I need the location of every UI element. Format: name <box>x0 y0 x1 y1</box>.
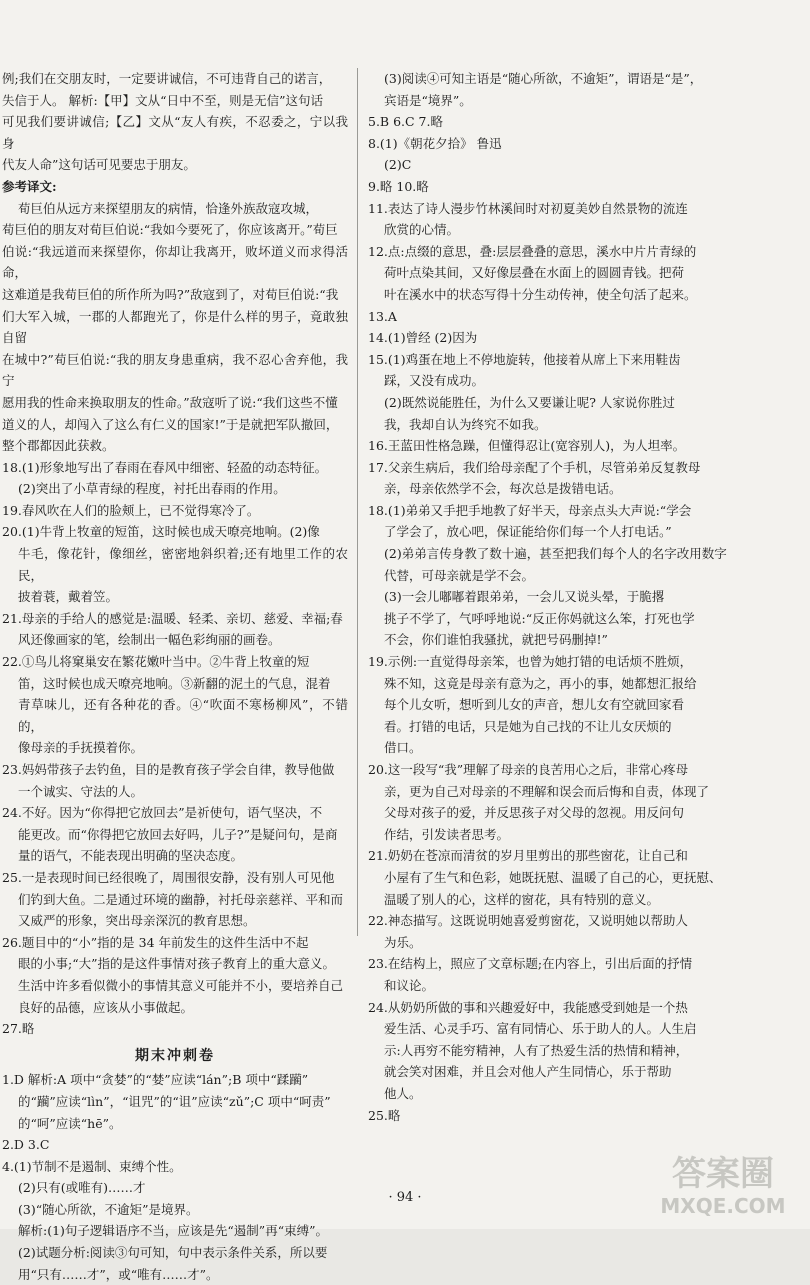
answer-line: 在城中?”荀巨伯说:“我的朋友身患重病，我不忍心舍弃他，我宁 <box>2 351 348 389</box>
answer-line: 9.略 10.略 <box>368 178 429 194</box>
answer-line: 生活中许多看似微小的事情其意义可能并不小，要培养自己 <box>18 977 344 993</box>
answer-line: 1.D 解析:A 项中“贪婪”的“婪”应读“lán”;B 项中“蹂躏” <box>2 1072 309 1088</box>
answer-line: 殊不知，这竟是母亲有意为之，再小的事，她都想汇报给 <box>384 675 697 691</box>
answer-line: 可见我们要讲诚信;【乙】文从“友人有疾，不忍委之，宁以我身 <box>2 114 348 151</box>
answer-line: (2)弟弟言传身教了数十遍，甚至把我们每个人的名字改用数字 <box>384 546 727 562</box>
answer-line: 解析:(1)句子逻辑语序不当，应该是先“遏制”再“束缚”。 <box>18 1223 328 1239</box>
answer-line: 和议论。 <box>384 977 435 993</box>
answer-line: 风还像画家的笔，绘制出一幅色彩绚丽的画卷。 <box>18 632 281 648</box>
answer-line: 父母对孩子的爱，并反思孩子对父母的忽视。用反问句 <box>384 805 685 821</box>
answer-line: 不会，你们谁怕我骚扰，就把号码删掉!” <box>384 632 608 648</box>
answer-line: 示:人再穷不能穷精神，人有了热爱生活的热情和精神， <box>384 1042 689 1058</box>
answer-line: 23.妈妈带孩子去钓鱼，目的是教育孩子学会自律，教导他做 <box>2 762 335 777</box>
answer-line: 挑子不学了，气呼呼地说:“反正你妈就这么笨，打死也学 <box>384 610 695 626</box>
answer-line: 17.父亲生病后，我们给母亲配了个手机，尽管弟弟反复教母 <box>368 459 701 475</box>
answer-line: 23.在结构上，照应了文章标题;在内容上，引出后面的抒情 <box>368 956 693 972</box>
watermark-line2: MXQE.COM <box>660 1194 786 1218</box>
answer-line: 21.母亲的手给人的感觉是:温暖、轻柔、亲切、慈爱、幸福;春 <box>2 610 343 626</box>
answer-line: 眼的小事;“大”指的是这件事情对孩子教育上的重大意义。 <box>18 956 335 972</box>
answer-line: (2)试题分析:阅读③句可知，句中表示条件关系，所以要 <box>18 1245 328 1261</box>
answer-line: 12.点:点缀的意思，叠:层层叠叠的意思，溪水中片片青绿的 <box>368 243 697 259</box>
left-answers-bottom <box>2 1069 348 1285</box>
answer-line: (3)“随心所欲，不逾矩”是境界。 <box>18 1201 199 1217</box>
answer-line: 18.(1)弟弟又手把手地教了好半天，母亲点头大声说:“学会 <box>368 502 692 518</box>
answer-line: (3)一会儿嘟嘟着跟弟弟，一会儿又说头晕，于脆撂 <box>384 589 665 605</box>
answer-line: 19.春风吹在人们的脸颊上，已不觉得寒冷了。 <box>2 502 260 518</box>
answer-line: 他人。 <box>384 1085 422 1101</box>
answer-line: 用“只有……才”，或“唯有……才”。 <box>18 1266 219 1282</box>
answer-line: 叶在溪水中的状态写得十分生动传神，使全句活了起来。 <box>384 286 697 302</box>
left-column <box>2 68 348 1285</box>
answer-line: 20.这一段写“我”理解了母亲的良苦用心之后，非常心疼母 <box>368 762 689 777</box>
left-answers-top <box>2 68 348 1040</box>
answer-line: 22.神态描写。这既说明她喜爱剪窗花，又说明她以帮助人 <box>368 913 688 929</box>
answer-line: 21.奶奶在苍凉而清贫的岁月里剪出的那些窗花，让自己和 <box>368 848 688 864</box>
answer-line: 整个郡都因此获救。 <box>2 438 115 454</box>
answer-line: 15.(1)鸡蛋在地上不停地旋转，他接着从席上下来用鞋齿 <box>368 351 681 367</box>
answer-line: 4.(1)节制不是遏制、束缚个性。 <box>2 1158 182 1174</box>
answer-line: 25.略 <box>368 1107 401 1123</box>
answer-line: 24.不好。因为“你得把它放回去”是祈使句，语气坚决，不 <box>2 805 323 821</box>
answer-line: 22.①鸟儿将窠巢安在繁花嫩叶当中。②牛背上牧童的短 <box>2 654 310 670</box>
answer-line: 例;我们在交朋友时，一定要讲诚信，不可违背自己的诺言， <box>2 71 332 86</box>
answer-line: 就会笑对困难，并且会对他人产生同情心，乐于帮助 <box>384 1064 672 1080</box>
answer-line: 笛，这时候也成天嘹亮地响。③新翻的泥土的气息，混着 <box>18 675 331 691</box>
answer-line: 作结，引发读者思考。 <box>384 826 510 842</box>
answer-line: (2)突出了小草青绿的程度，衬托出春雨的作用。 <box>18 481 286 497</box>
answer-line: 温暖了别人的心，这样的窗花，具有特别的意义。 <box>384 891 660 907</box>
answer-line: 参考译文: <box>2 178 57 194</box>
answer-line: 16.王蓝田性格急躁，但懂得忍让(宽容别人)，为人坦率。 <box>368 438 686 454</box>
answer-line: (3)阅读④可知主语是“随心所欲，不逾矩”，谓语是“是”， <box>384 71 703 86</box>
answer-line: 像母亲的手抚摸着你。 <box>18 740 144 756</box>
answer-line: (2)C <box>384 157 412 173</box>
answer-line: 们钓到大鱼。二是通过环境的幽静，衬托母亲慈祥、平和而 <box>18 891 344 907</box>
section-title: 期末冲刺卷 <box>135 1047 215 1064</box>
answer-line: (2)既然说能胜任，为什么又要谦让呢? 人家说你胜过 <box>384 394 675 410</box>
answer-line: 荀巨伯从远方来探望朋友的病情，恰逢外族敌寇攻城， <box>18 200 319 216</box>
right-answers <box>368 68 780 1126</box>
answer-line: 宾语是“境界”。 <box>384 92 472 108</box>
answer-line: 青草味儿，还有各种花的香。④“吹面不寒杨柳风”，不错的， <box>18 697 348 734</box>
answer-line: 能更改。而“你得把它放回去好吗，儿子?”是疑问句，是商 <box>18 826 338 842</box>
answer-line: 量的语气，不能表现出明确的坚决态度。 <box>18 848 244 864</box>
answer-line: 一个诚实、守法的人。 <box>18 783 144 799</box>
answer-line: 们大军入城，一郡的人都跑光了，你是什么样的男子，竟敢独自留 <box>2 308 348 346</box>
answer-line: 亲，母亲依然学不会，每次总是拨错电话。 <box>384 481 622 497</box>
answer-line: 11.表达了诗人漫步竹林溪间时对初夏美妙自然景物的流连 <box>368 200 688 216</box>
answer-line: 荷叶点染其间，又好像层叠在水面上的圆圆青钱。把荷 <box>384 265 685 281</box>
right-column <box>368 68 780 1126</box>
answer-line: 14.(1)曾经 (2)因为 <box>368 330 478 346</box>
answer-line: 爱生活、心灵手巧、富有同情心、乐于助人的人。人生启 <box>384 1021 697 1037</box>
answer-line: 良好的品德，应该从小事做起。 <box>18 999 194 1015</box>
answer-line: 又威严的形象，突出母亲深沉的教育思想。 <box>18 913 256 929</box>
answer-line: 的“躏”应读“lìn”，“诅咒”的“诅”应读“zǔ”;C 项中“呵责” <box>18 1093 331 1109</box>
answer-line: 为乐。 <box>384 934 422 950</box>
answer-line: 27.略 <box>2 1021 35 1037</box>
answer-line: (2)只有(或唯有)……才 <box>18 1180 146 1196</box>
column-divider <box>357 68 358 936</box>
answer-line: 代友人命”这句话可见要忠于朋友。 <box>2 157 196 173</box>
watermark-line1: 答案圈 <box>672 1154 774 1194</box>
answer-line: 看。打错的电话，只是她为自己找的不让儿女厌烦的 <box>384 718 672 734</box>
answer-line: 小屋有了生气和色彩，她既抚慰、温暖了自己的心，更抚慰、 <box>384 869 722 885</box>
answer-line: 愿用我的性命来换取朋友的性命。”敌寇听了说:“我们这些不懂 <box>2 394 338 410</box>
answer-line: 的“呵”应读“hē”。 <box>18 1115 122 1131</box>
answer-line: 踩，又没有成功。 <box>384 373 485 389</box>
answer-line: 了学会了，放心吧，保证能给你们每一个人打电话。” <box>384 524 672 540</box>
answer-line: 8.(1)《朝花夕拾》 鲁迅 <box>368 135 502 151</box>
answer-line: 2.D 3.C <box>2 1137 50 1153</box>
answer-line: 25.一是表现时间已经很晚了，周围很安静，没有别人可见他 <box>2 869 335 885</box>
answer-line: 我，我却自认为终究不如我。 <box>384 416 547 432</box>
answer-line: 失信于人。 解析:【甲】文从“日中不至，则是无信”这句话 <box>2 92 323 108</box>
answer-line: 18.(1)形象地写出了春雨在春风中细密、轻盈的动态特征。 <box>2 459 328 475</box>
answer-line: 24.从奶奶所做的事和兴趣爱好中，我能感受到她是一个热 <box>368 999 688 1015</box>
answer-line: 道义的人，却闯入了这么有仁义的国家!”于是就把军队撤回， <box>2 416 339 432</box>
answer-line: 这难道是我荀巨伯的所作所为吗?”敌寇到了，对荀巨伯说:“我 <box>2 286 339 302</box>
page-number: · 94 · <box>388 1190 422 1205</box>
watermark-logo <box>648 1143 798 1221</box>
answer-line: 伯说:“我远道而来探望你，你却让我离开，败坏道义而求得活命， <box>2 243 348 281</box>
answer-line: 每个儿女听，想听到儿女的声音，想儿女有空就回家看 <box>384 697 685 713</box>
answer-line: 5.B 6.C 7.略 <box>368 114 443 130</box>
answer-line: 披着蓑，戴着笠。 <box>18 589 119 605</box>
answer-line: 代替，可母亲就是学不会。 <box>384 567 535 583</box>
answer-line: 牛毛，像花针，像细丝，密密地斜织着;还有地里工作的农民， <box>18 546 348 583</box>
answer-line: 19.示例:一直觉得母亲笨，也曾为她打错的电话烦不胜烦， <box>368 654 693 670</box>
answer-line: 20.(1)牛背上牧童的短笛，这时候也成天嘹亮地响。(2)像 <box>2 524 320 540</box>
answer-line: 13.A <box>368 308 397 324</box>
answer-line: 借口。 <box>384 740 422 756</box>
answer-line: 26.题目中的“小”指的是 34 年前发生的这件生活中不起 <box>2 934 309 950</box>
answer-line: 亲，更为自己对母亲的不理解和误会而后悔和自责，体现了 <box>384 783 710 799</box>
answer-line: 欣赏的心情。 <box>384 222 460 238</box>
answer-line: 荀巨伯的朋友对荀巨伯说:“我如今要死了，你应该离开。”荀巨 <box>2 222 338 238</box>
